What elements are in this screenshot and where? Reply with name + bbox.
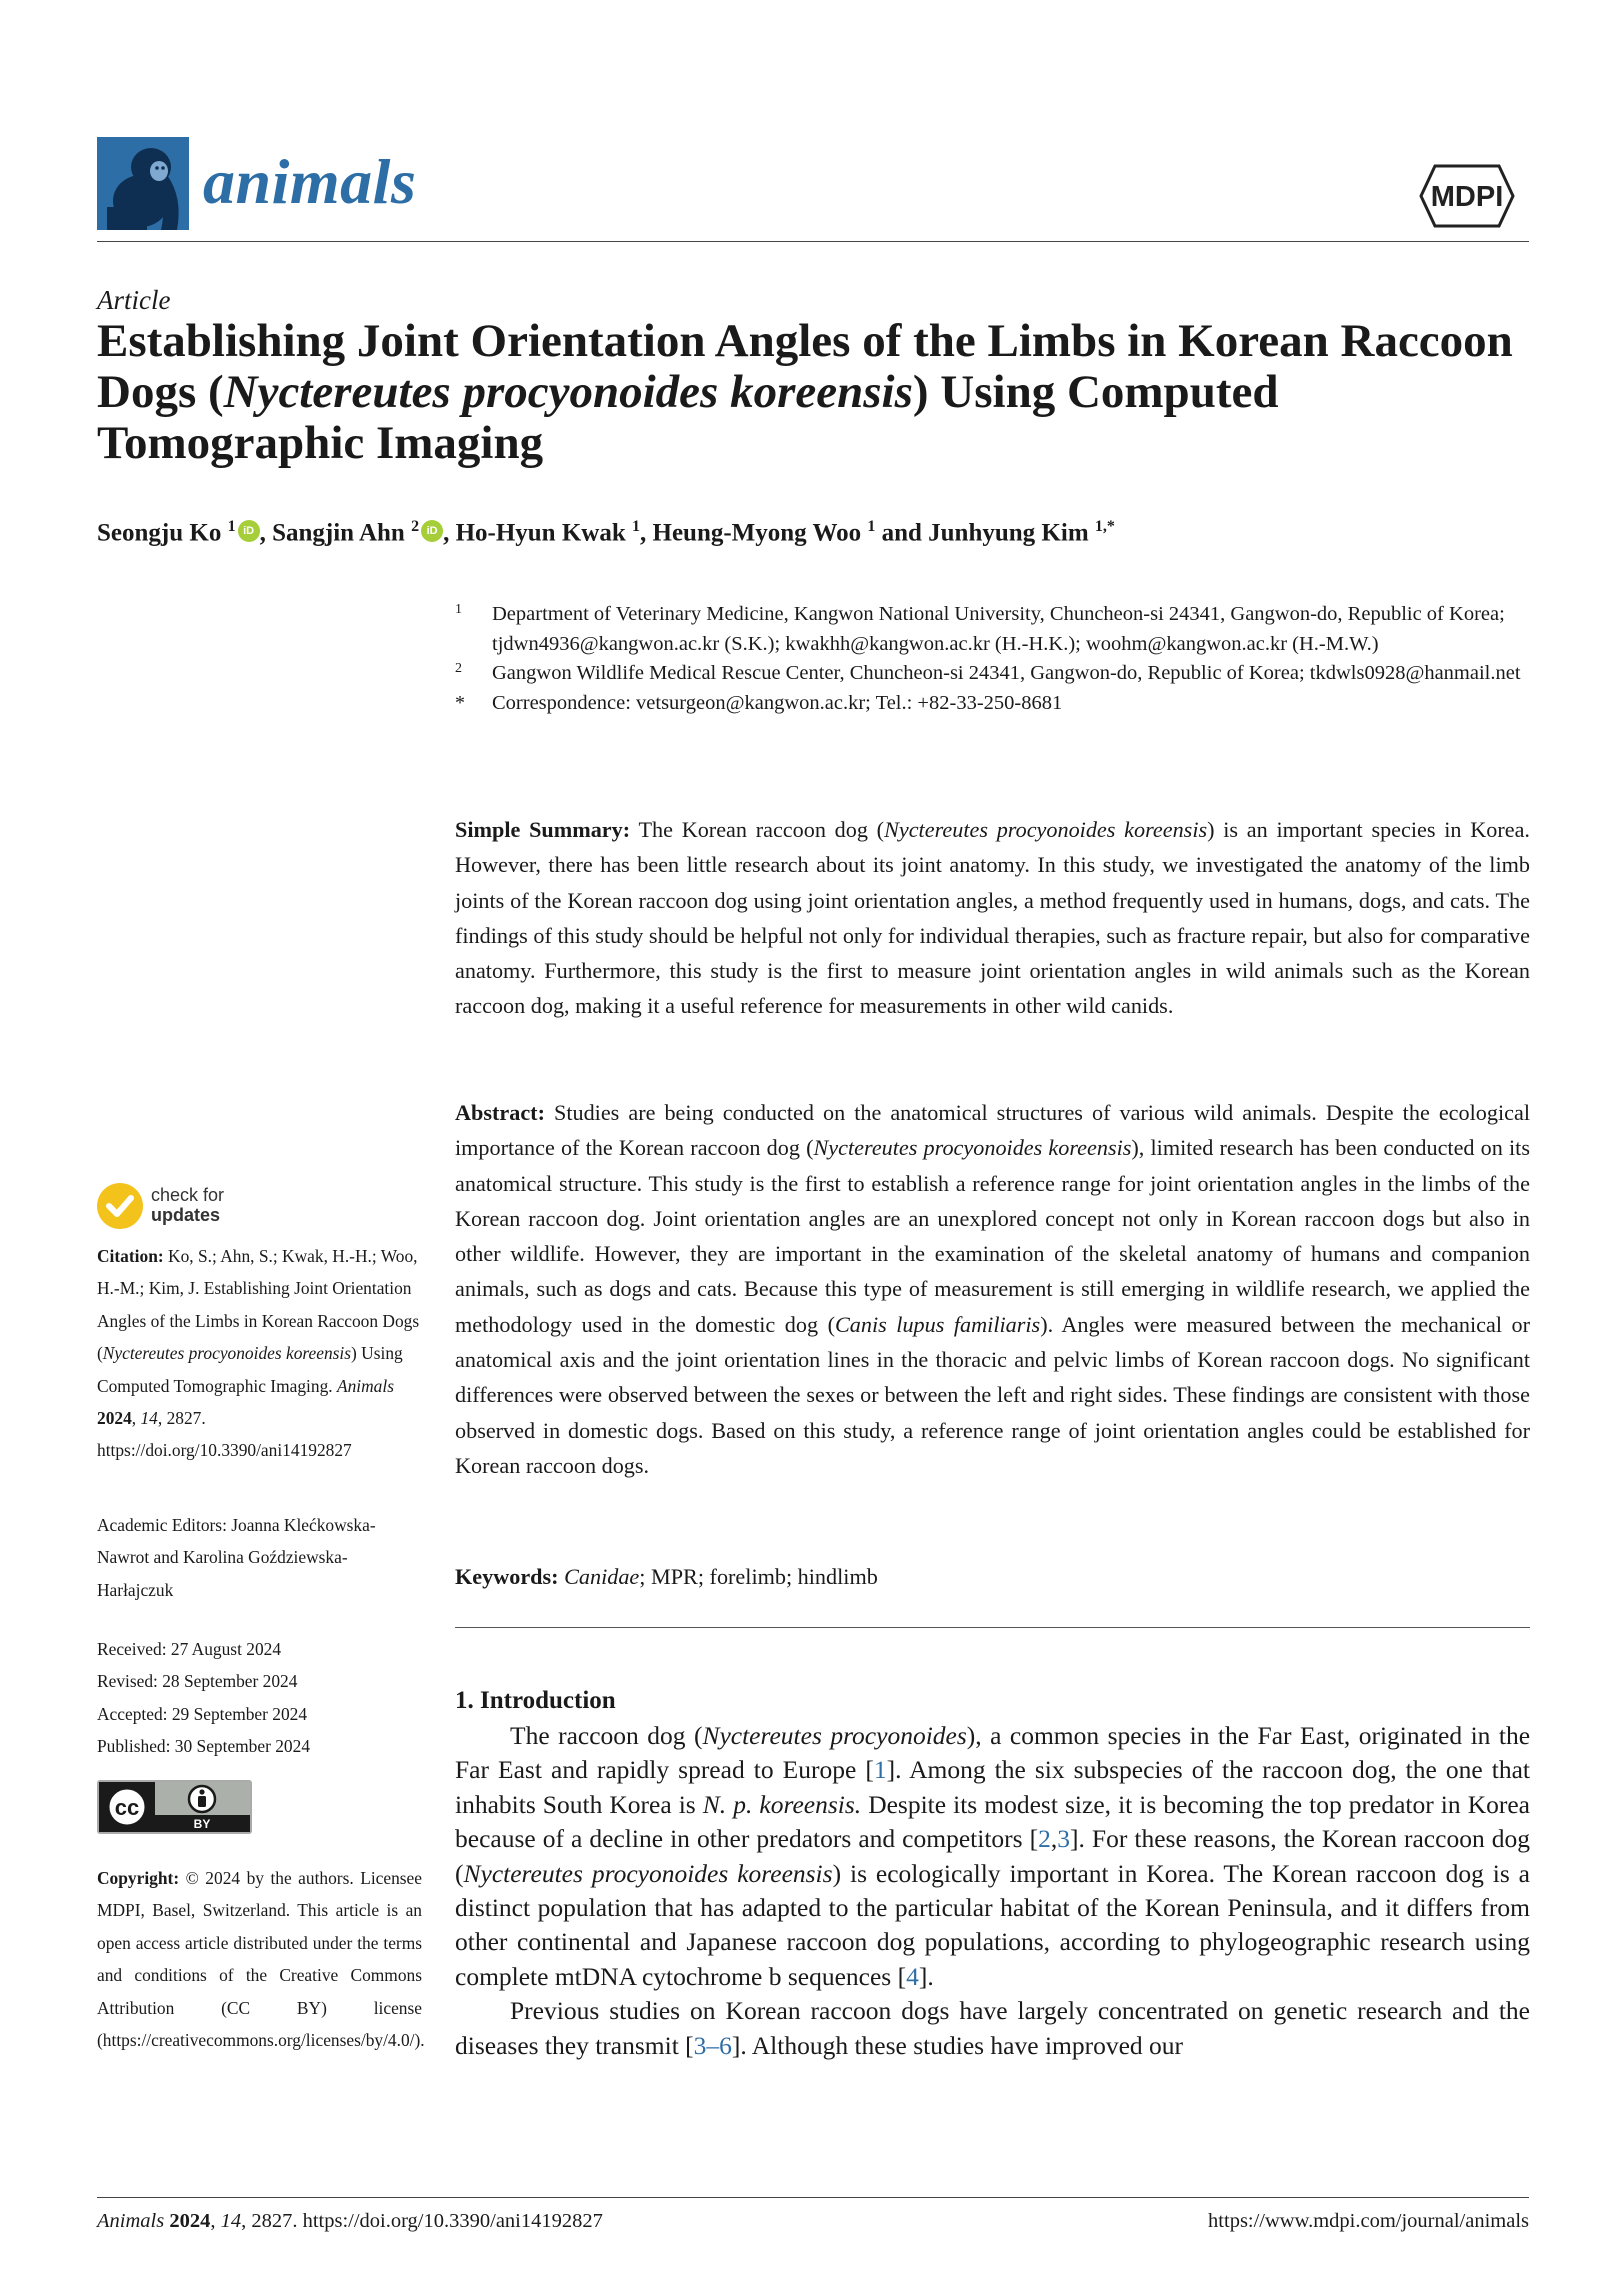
footer-citation [97,2206,603,2236]
keyword-canidae: Canidae [564,1564,640,1589]
correspondence [455,689,1530,719]
check-line2: updates [151,1205,221,1225]
check-badge-icon [97,1183,143,1229]
abstract-text: ), limited research has been conducted on its anatomical structure. This study is the first to establish a reference range for joint orientation angles in the limbs of the Korean raccoon dog. Joint orientation angles are an unexplored concept not only in Korean raccoon dogs but also in other wildlife. However, they are important in the examination of the skeletal anatomy of humans and companion animals, such as dogs and cats. Because this type of measurement is still emerging in wildlife research, we applied the methodology used in the domestic dog ( [455,1135,1530,1337]
mdpi-hexagon-icon [1405,158,1529,234]
intro-text: ]. Among the six subspecies of the raccoon dog, the one that inhabits South Korea is [455,1755,1530,1819]
citation-block [97,1240,422,1467]
keywords [455,1559,1530,1594]
intro-subspecies: N. p. koreensis. [702,1789,862,1819]
affiliation-text: Gangwon Wildlife Medical Rescue Center, Chuncheon-si 24341, Gangwon-do, Republic of Korea; tkdwls0928@hanmail.net [492,662,1521,684]
reference-link[interactable]: 4 [906,1961,919,1991]
author-name[interactable]: Sangjin Ahn [272,519,405,547]
date-received: Received: 27 August 2024 [97,1639,282,1659]
creative-commons-icon [99,1782,250,1832]
citation-text: , 2827. https://doi.org/10.3390/ani14192827 [97,1408,352,1461]
citation-label: Citation: [97,1246,164,1266]
intro-text: ]. For these reasons, the Korean raccoon dog ( [455,1824,1530,1888]
publication-dates [97,1633,422,1763]
intro-paragraph-2 [455,1994,1530,2063]
author-separator: and [875,519,929,547]
title-species: Nyctereutes procyonoides koreensis [223,366,913,418]
reference-link[interactable]: 3–6 [693,2030,732,2060]
affiliation-mark: 1 [455,602,462,617]
reference-link[interactable]: 1 [873,1755,887,1785]
citation-year: 2024 [97,1408,132,1429]
author-name[interactable]: Junhyung Kim [928,519,1089,547]
reference-link[interactable]: 2 [1038,1824,1051,1854]
footer-sep: , [210,2210,221,2232]
citation-species: Nyctereutes procyonoides koreensis [102,1343,352,1364]
orcid-icon[interactable]: iD [238,520,260,542]
intro-text: Previous studies on Korean raccoon dogs have largely concentrated on genetic research and the diseases they transmit [ [455,1996,1530,2060]
orcid-icon[interactable]: iD [421,520,443,542]
intro-text: ]. Although these studies have improved our [731,2030,1184,2060]
author-affiliation-sup: 1,* [1094,518,1115,535]
abstract-text: Studies are being conducted on the anatomical structures of various wild animals. Despite the ecological importance of the Korean raccoon dog ( [455,1100,1530,1161]
title-part2: ) Using Computed Tomographic Imaging [97,366,1279,469]
summary-species: Nyctereutes procyonoides koreensis [884,817,1208,842]
intro-text: Despite its modest size, it is becoming the top predator in Korea because of a decline in other predators and competitors [ [455,1789,1530,1854]
copyright-label: Copyright: [97,1868,180,1888]
cc-by-license-badge[interactable] [97,1780,252,1834]
author-separator: , [640,519,653,547]
section-divider [455,1627,1530,1628]
author-name[interactable]: Heung-Myong Woo [652,519,862,547]
author-affiliation-sup: 2 [411,518,420,535]
citation-text: ) Using Computed Tomographic Imaging. [97,1343,403,1396]
correspondence-mark: * [455,691,465,714]
reference-link[interactable]: 3 [1057,1824,1070,1854]
check-updates-label [151,1185,224,1225]
checkmark-icon [97,1183,143,1229]
affiliations [455,600,1530,718]
cc-by-label: BY [193,1817,211,1831]
citation-volume: 14 [140,1408,158,1429]
affiliation-text: Department of Veterinary Medicine, Kangwon National University, Chuncheon-si 24341, Gangwon-do, Republic of Korea; tjdwn4936@kangwon.ac.kr (S.K.); kwakhh@kangwon.ac.kr (H.-H.K.); woohm@kangwon.ac.kr (H.-M.W.) [492,603,1505,655]
header-rule [97,241,1529,242]
cc-label: cc [114,1795,140,1820]
author-name[interactable]: Ho-Hyun Kwak [455,519,626,547]
abstract-species: Nyctereutes procyonoides koreensis [813,1135,1132,1161]
article-title [97,316,1527,469]
abstract-text: ). Angles were measured between the mechanical or anatomical axis and the joint orientation lines in the thoracic and pelvic limbs of Korean raccoon dogs. No significant differences were observed between the sexes or between the left and right sides. These findings are consistent with those observed in domestic dogs. Based on this study, a reference range of joint orientation angles could be established for Korean raccoon dogs. [455,1311,1530,1478]
simple-summary [455,812,1530,1024]
footer-year: 2024 [169,2210,211,2232]
author-separator: , [443,519,456,547]
journal-name: animals [203,146,417,217]
citation-sep: , [131,1408,141,1429]
article-type: Article [97,285,171,315]
intro-text: ]. [918,1961,934,1991]
intro-species: Nyctereutes procyonoides koreensis [463,1858,833,1888]
correspondence-text: Correspondence: vetsurgeon@kangwon.ac.kr; Tel.: +82-33-250-8681 [492,691,1063,714]
monkey-logo-icon [97,137,189,230]
footer-rule [97,2197,1529,2198]
footer-journal-url[interactable]: https://www.mdpi.com/journal/animals [1208,2210,1529,2232]
footer-volume: 14 [220,2210,242,2232]
intro-text: The raccoon dog ( [510,1721,703,1750]
reference-separator: , [1050,1824,1058,1854]
publisher-logo [1405,158,1529,239]
footer-doi: , 2827. https://doi.org/10.3390/ani14192827 [241,2210,603,2232]
academic-editors [97,1509,422,1606]
copyright-block [97,1862,425,2056]
date-revised: Revised: 28 September 2024 [97,1671,298,1692]
intro-text: ) is ecologically important in Korea. The Korean raccoon dog is a distinct population that has adapted to the particular habitat of the Korean Peninsula, and it differs from other continental and Japanese raccoon dog populations, according to phylogeographic research using complete mtDNA cytochrome b sequences [ [455,1858,1530,1991]
intro-text: ), a common species in the Far East, originated in the Far East and rapidly spread to Europe [ [455,1721,1531,1785]
title-part1: Establishing Joint Orientation Angles of the Limbs in Korean Raccoon Dogs ( [97,315,1513,418]
summary-text: The Korean raccoon dog ( [630,817,885,842]
author-affiliation-sup: 1 [867,518,876,535]
intro-paragraph-1 [455,1719,1530,1994]
affiliation-mark: 2 [455,661,462,676]
citation-text: Ko, S.; Ahn, S.; Kwak, H.-H.; Woo, H.-M.; Kim, J. Establishing Joint Orientation Angles of the Limbs in Korean Raccoon Dogs ( [97,1246,420,1364]
abstract [455,1095,1530,1483]
abstract-species: Canis lupus familiaris [834,1311,1041,1337]
keywords-label: Keywords: [455,1564,559,1589]
journal-logo [97,137,189,230]
affiliation-1 [455,600,1530,659]
check-line1: check for [151,1185,225,1205]
summary-text: ) is an important species in Korea. However, there has been little research about its joint anatomy. In this study, we investigated the anatomy of the limb joints of the Korean raccoon dog using joint orientation angles, a method frequently used in humans, dogs, and cats. The findings of this study should be helpful not only for individual therapies, such as fracture repair, but also for comparative anatomy. Furthermore, this study is the first to measure joint orientation angles in wild animals such as the Korean raccoon dog, making it a useful reference for measurements in other wild canids. [455,817,1530,1019]
author-separator: , [259,519,273,547]
author-affiliation-sup: 1 [227,518,236,535]
simple-summary-label: Simple Summary: [455,817,631,842]
footer-journal: Animals [97,2210,165,2232]
citation-journal: Animals [336,1375,394,1396]
date-accepted: Accepted: 29 September 2024 [97,1703,308,1724]
publisher-text: MDPI [1430,181,1504,213]
date-published: Published: 30 September 2024 [97,1736,311,1757]
section-heading-introduction: 1. Introduction [455,1687,616,1714]
affiliation-2 [455,659,1530,689]
editors-text: Academic Editors: Joanna Klećkowska-Nawrot and Karolina Goździewska-Harłajczuk [97,1515,376,1600]
abstract-label: Abstract: [455,1100,545,1125]
author-name[interactable]: Seongju Ko [97,519,222,547]
author-list [97,510,1527,550]
keywords-rest: ; MPR; forelimb; hindlimb [639,1564,878,1589]
author-affiliation-sup: 1 [632,518,640,535]
copyright-text: © 2024 by the authors. Licensee MDPI, Basel, Switzerland. This article is an open access article distributed under the terms and conditions of the Creative Commons Attribution (CC BY) license (https://creativecommons.org/licenses/by/4.0/). [97,1868,425,2051]
intro-species: Nyctereutes procyonoides [702,1721,967,1750]
introduction-body [455,1719,1530,2063]
